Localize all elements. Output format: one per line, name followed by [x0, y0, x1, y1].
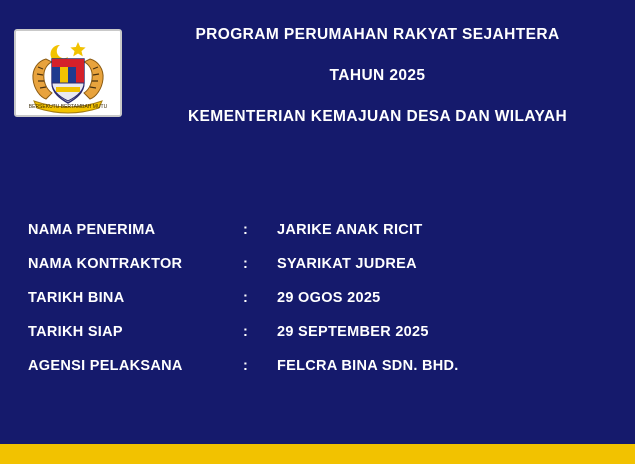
row-value-nama-penerima: JARIKE ANAK RICIT: [277, 222, 423, 238]
row-separator: :: [243, 256, 248, 272]
row-value-agensi-pelaksana: FELCRA BINA SDN. BHD.: [277, 358, 459, 374]
ministry-name-line: KEMENTERIAN KEMAJUAN DESA DAN WILAYAH: [187, 108, 568, 126]
malaysia-coat-of-arms-icon: [14, 29, 122, 117]
table-row: [28, 290, 588, 306]
table-row: [28, 222, 588, 238]
table-row: [28, 324, 588, 340]
row-separator: :: [243, 290, 248, 306]
bottom-accent-strip: [0, 444, 635, 464]
row-separator: :: [243, 222, 248, 238]
row-separator: :: [243, 358, 248, 374]
row-label-tarikh-siap: TARIKH SIAP: [28, 324, 123, 340]
svg-text:BERSEKUTU BERTAMBAH MUTU: BERSEKUTU BERTAMBAH MUTU: [28, 104, 108, 110]
row-separator: :: [243, 324, 248, 340]
header-text-block: [130, 26, 625, 125]
row-label-nama-penerima: NAMA PENERIMA: [28, 222, 156, 238]
table-row: [28, 358, 588, 374]
row-label-agensi-pelaksana: AGENSI PELAKSANA: [28, 358, 183, 374]
table-row: [28, 256, 588, 272]
row-label-nama-kontraktor: NAMA KONTRAKTOR: [28, 256, 183, 272]
program-year-line: TAHUN 2025: [329, 67, 426, 85]
details-table: [28, 222, 588, 374]
row-value-nama-kontraktor: SYARIKAT JUDREA: [277, 256, 417, 272]
row-label-tarikh-bina: TARIKH BINA: [28, 290, 125, 306]
signboard-header: [0, 0, 635, 160]
row-value-tarikh-siap: 29 SEPTEMBER 2025: [277, 324, 429, 340]
program-title-line-1: PROGRAM PERUMAHAN RAKYAT SEJAHTERA: [195, 26, 560, 43]
row-value-tarikh-bina: 29 OGOS 2025: [277, 290, 381, 306]
